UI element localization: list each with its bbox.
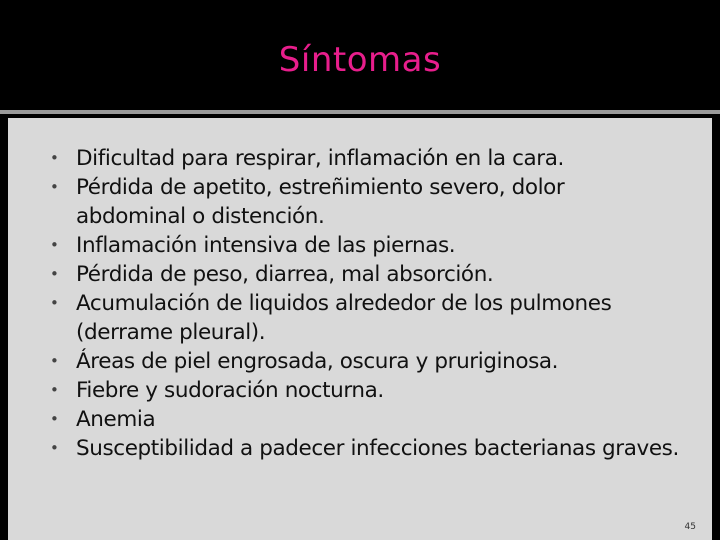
bullet-icon: •: [50, 149, 59, 167]
bullet-icon: •: [50, 236, 59, 254]
bullet-text: Dificultad para respirar, inflamación en la cara.: [76, 146, 564, 171]
title-bar: [0, 0, 720, 110]
bullet-item: [50, 405, 680, 434]
bullet-item: [50, 144, 680, 173]
bullet-icon: •: [50, 178, 59, 196]
bullet-list: [50, 144, 680, 463]
title-divider: [0, 110, 720, 114]
bullet-icon: •: [50, 265, 59, 283]
bullet-text: Fiebre y sudoración nocturna.: [76, 378, 384, 403]
bullet-icon: •: [50, 439, 59, 457]
bullet-icon: •: [50, 352, 59, 370]
slide-title: Síntomas: [278, 40, 442, 80]
bullet-icon: •: [50, 294, 59, 312]
bullet-item: [50, 260, 680, 289]
bullet-text: Susceptibilidad a padecer infecciones bacterianas graves.: [76, 436, 679, 461]
bullet-text: Pérdida de peso, diarrea, mal absorción.: [76, 262, 494, 287]
bullet-item: [50, 173, 680, 231]
bullet-item: [50, 347, 680, 376]
bullet-item: [50, 434, 680, 463]
bullet-item: [50, 231, 680, 260]
page-number: 45: [684, 522, 696, 532]
bullet-text: Áreas de piel engrosada, oscura y pruriginosa.: [76, 349, 559, 374]
bullet-text: Inflamación intensiva de las piernas.: [76, 233, 456, 258]
bullet-item: [50, 289, 680, 347]
bullet-item: [50, 376, 680, 405]
bullet-text: Anemia: [76, 407, 156, 432]
bullet-text: Acumulación de liquidos alrededor de los pulmones (derrame pleural).: [76, 291, 612, 345]
bullet-text: Pérdida de apetito, estreñimiento severo, dolor abdominal o distención.: [76, 175, 565, 229]
bullet-icon: •: [50, 410, 59, 428]
bullet-icon: •: [50, 381, 59, 399]
content-area: [8, 118, 712, 540]
